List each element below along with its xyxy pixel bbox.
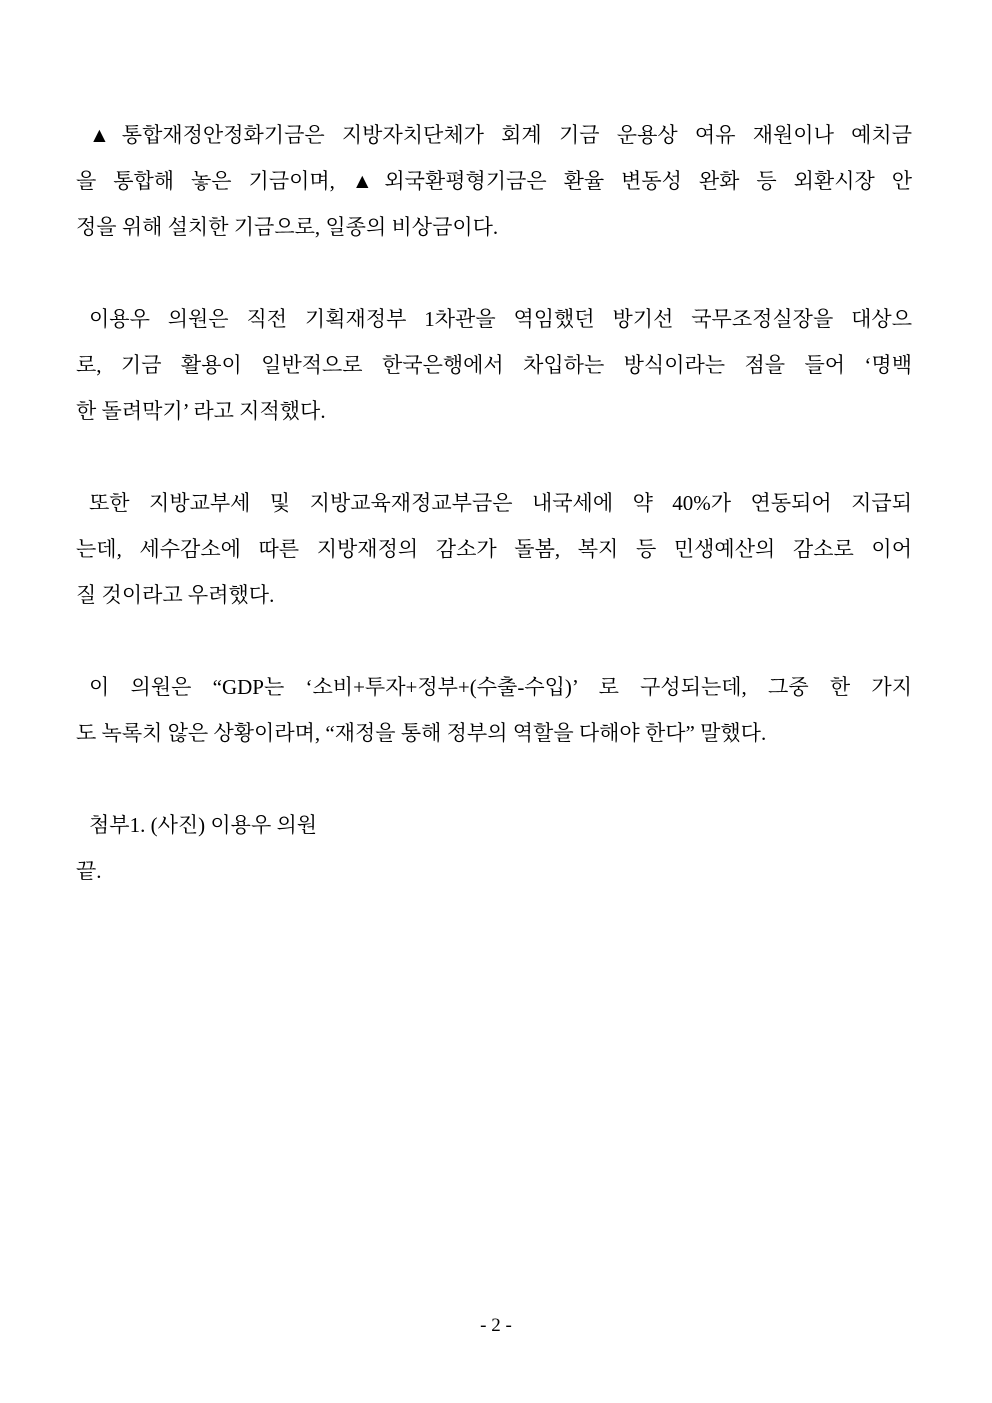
text-line: 을 통합해 놓은 기금이며, ▲외국환평형기금은 환율 변동성 완화 등 외환시장 안 [76, 169, 912, 193]
text-line: 정을 위해 설치한 기금으로, 일종의 비상금이다. [76, 215, 499, 239]
text-line: 질 것이라고 우려했다. [76, 583, 275, 607]
paragraph [76, 480, 912, 618]
text-line: ▲통합재정안정화기금은 지방자치단체가 회계 기금 운용상 여유 재원이나 예치금 [89, 123, 912, 147]
page-number: - 2 - [480, 1315, 512, 1336]
paragraph [76, 296, 912, 434]
text-line: 이 의원은 “GDP는 ‘소비+투자+정부+(수출-수입)’ 로 구성되는데, 그중 한 가지 [89, 675, 912, 699]
paragraph [76, 112, 912, 250]
text-line: 또한 지방교부세 및 지방교육재정교부금은 내국세에 약 40%가 연동되어 지급되 [89, 491, 912, 515]
text-line: 로, 기금 활용이 일반적으로 한국은행에서 차입하는 방식이라는 점을 들어 ‘명백 [76, 353, 912, 377]
text-line: 도 녹록치 않은 상황이라며, “재정을 통해 정부의 역할을 다해야 한다” 말했다. [76, 721, 767, 745]
text-line: 끝. [76, 859, 102, 883]
text-line: 첨부1. (사진) 이용우 의원 [89, 813, 318, 837]
paragraph [76, 802, 912, 894]
text-line: 한 돌려막기’ 라고 지적했다. [76, 399, 326, 423]
text-line: 이용우 의원은 직전 기획재정부 1차관을 역임했던 방기선 국무조정실장을 대상으 [89, 307, 912, 331]
text-line: 는데, 세수감소에 따른 지방재정의 감소가 돌봄, 복지 등 민생예산의 감소로 이어 [76, 537, 912, 561]
paragraph [76, 664, 912, 756]
document-body [76, 112, 912, 894]
